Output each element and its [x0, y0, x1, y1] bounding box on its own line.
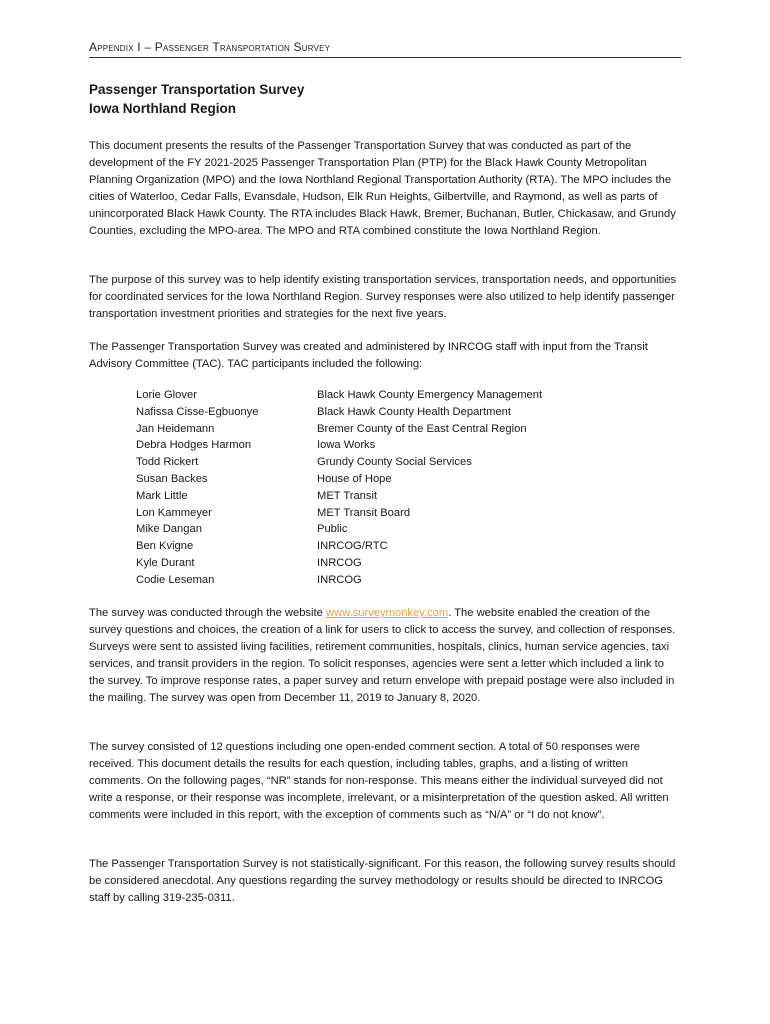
tac-org: Bremer County of the East Central Region [317, 422, 527, 435]
tac-row [136, 471, 542, 488]
tac-name: Ben Kvigne [136, 540, 194, 553]
tac-name: Susan Backes [136, 472, 208, 485]
tac-name: Lon Kammeyer [136, 506, 212, 519]
tac-org: Iowa Works [317, 439, 376, 452]
tac-org: INRCOG [317, 556, 362, 569]
tac-name: Todd Rickert [136, 456, 199, 469]
tac-row [136, 521, 542, 538]
tac-row [136, 505, 542, 522]
tac-name: Mark Little [136, 489, 188, 502]
tac-row [136, 421, 542, 438]
results-paragraph: The survey consisted of 12 questions including one open-ended comment section. A total of 50 responses were received. This document details the results for each question, including tables, graphs, and a listing of written comments. On the following pages, “NR” stands for non-response. This means either the individual surveyed did not write a response, or their response was incomplete, irrelevant, or a misinterpretation of the question asked. All written comments were included in this report, with the exception of comments such as “N/A” or “I do not know”. [89, 741, 669, 821]
header-text: Appendix I – Passenger Transportation Survey [89, 40, 331, 54]
purpose-paragraph: The purpose of this survey was to help identify existing transportation services, transportation needs, and opportunities for coordinated services for the Iowa Northland Region. Survey responses were also utilized to help identify passenger transportation investment priorities and strategies for the next five years. [89, 274, 677, 320]
tac-intro-paragraph: The Passenger Transportation Survey was created and administered by INRCOG staff with input from the Transit Advisory Committee (TAC). TAC participants included the following: [89, 341, 648, 370]
disclaimer-paragraph: The Passenger Transportation Survey is not statistically-significant. For this reason, the following survey results should be considered anecdotal. Any questions regarding the survey methodology or results should be directed to INRCOG staff by calling 319-235-0311. [89, 858, 676, 904]
tac-row [136, 454, 542, 471]
tac-row [136, 555, 542, 572]
tac-row [136, 387, 542, 404]
tac-row [136, 488, 542, 505]
tac-row [136, 437, 542, 454]
tac-org: Grundy County Social Services [317, 456, 472, 469]
tac-name: Kyle Durant [136, 556, 195, 569]
tac-org: MET Transit [317, 489, 378, 502]
tac-org: MET Transit Board [317, 506, 411, 519]
tac-org: Black Hawk County Emergency Management [317, 389, 543, 401]
surveymonkey-link[interactable]: www.surveymonkey.com [325, 607, 449, 619]
tac-row [136, 538, 542, 555]
tac-row [136, 404, 542, 421]
tac-row [136, 572, 542, 589]
tac-org: INRCOG [317, 573, 362, 586]
intro-paragraph: This document presents the results of the Passenger Transportation Survey that was conducted as part of the development of the FY 2021-2025 Passenger Transportation Plan (PTP) for the Black Hawk County Metropolitan Planning Organization (MPO) and the Iowa Northland Regional Transportation Authority (RTA). The MPO includes the cities of Waterloo, Cedar Falls, Evansdale, Hudson, Elk Run Heights, Gilbertville, and Raymond, as well as parts of unincorporated Black Hawk County. The RTA includes Black Hawk, Bremer, Buchanan, Butler, Chickasaw, and Grundy Counties, excluding the MPO-area. The MPO and RTA combined constitute the Iowa Northland Region. [89, 140, 676, 237]
tac-name: Lorie Glover [136, 389, 197, 401]
tac-name: Jan Heidemann [136, 422, 215, 435]
method-paragraph [89, 605, 681, 707]
tac-name: Mike Dangan [136, 523, 202, 536]
page-header [89, 40, 681, 58]
tac-org: INRCOG/RTC [317, 540, 388, 553]
tac-org: House of Hope [317, 472, 392, 485]
method-text-after: . The website enabled the creation of the survey questions and choices, the creation of a link for users to click to access the survey, and collection of responses. Surveys were sent to assisted living facilities, retirement communities, hospitals, clinics, human service agencies, taxi services, and transit providers in the region. To solicit responses, agencies were sent a letter which included a link to the survey. To improve response rates, a paper survey and return envelope with prepaid postage were also included in the mailing. The survey was open from December 11, 2019 to January 8, 2020. [89, 607, 676, 704]
method-text-before: The survey was conducted through the website [89, 607, 326, 619]
title-line-2: Iowa Northland Region [89, 101, 236, 116]
tac-name: Codie Leseman [136, 573, 215, 586]
tac-participant-list [136, 387, 542, 589]
tac-name: Debra Hodges Harmon [136, 439, 252, 452]
title-line-1: Passenger Transportation Survey [89, 82, 305, 97]
tac-name: Nafissa Cisse-Egbuonye [136, 405, 259, 418]
tac-org: Public [317, 523, 348, 536]
document-title [89, 80, 304, 118]
tac-org: Black Hawk County Health Department [317, 405, 512, 418]
